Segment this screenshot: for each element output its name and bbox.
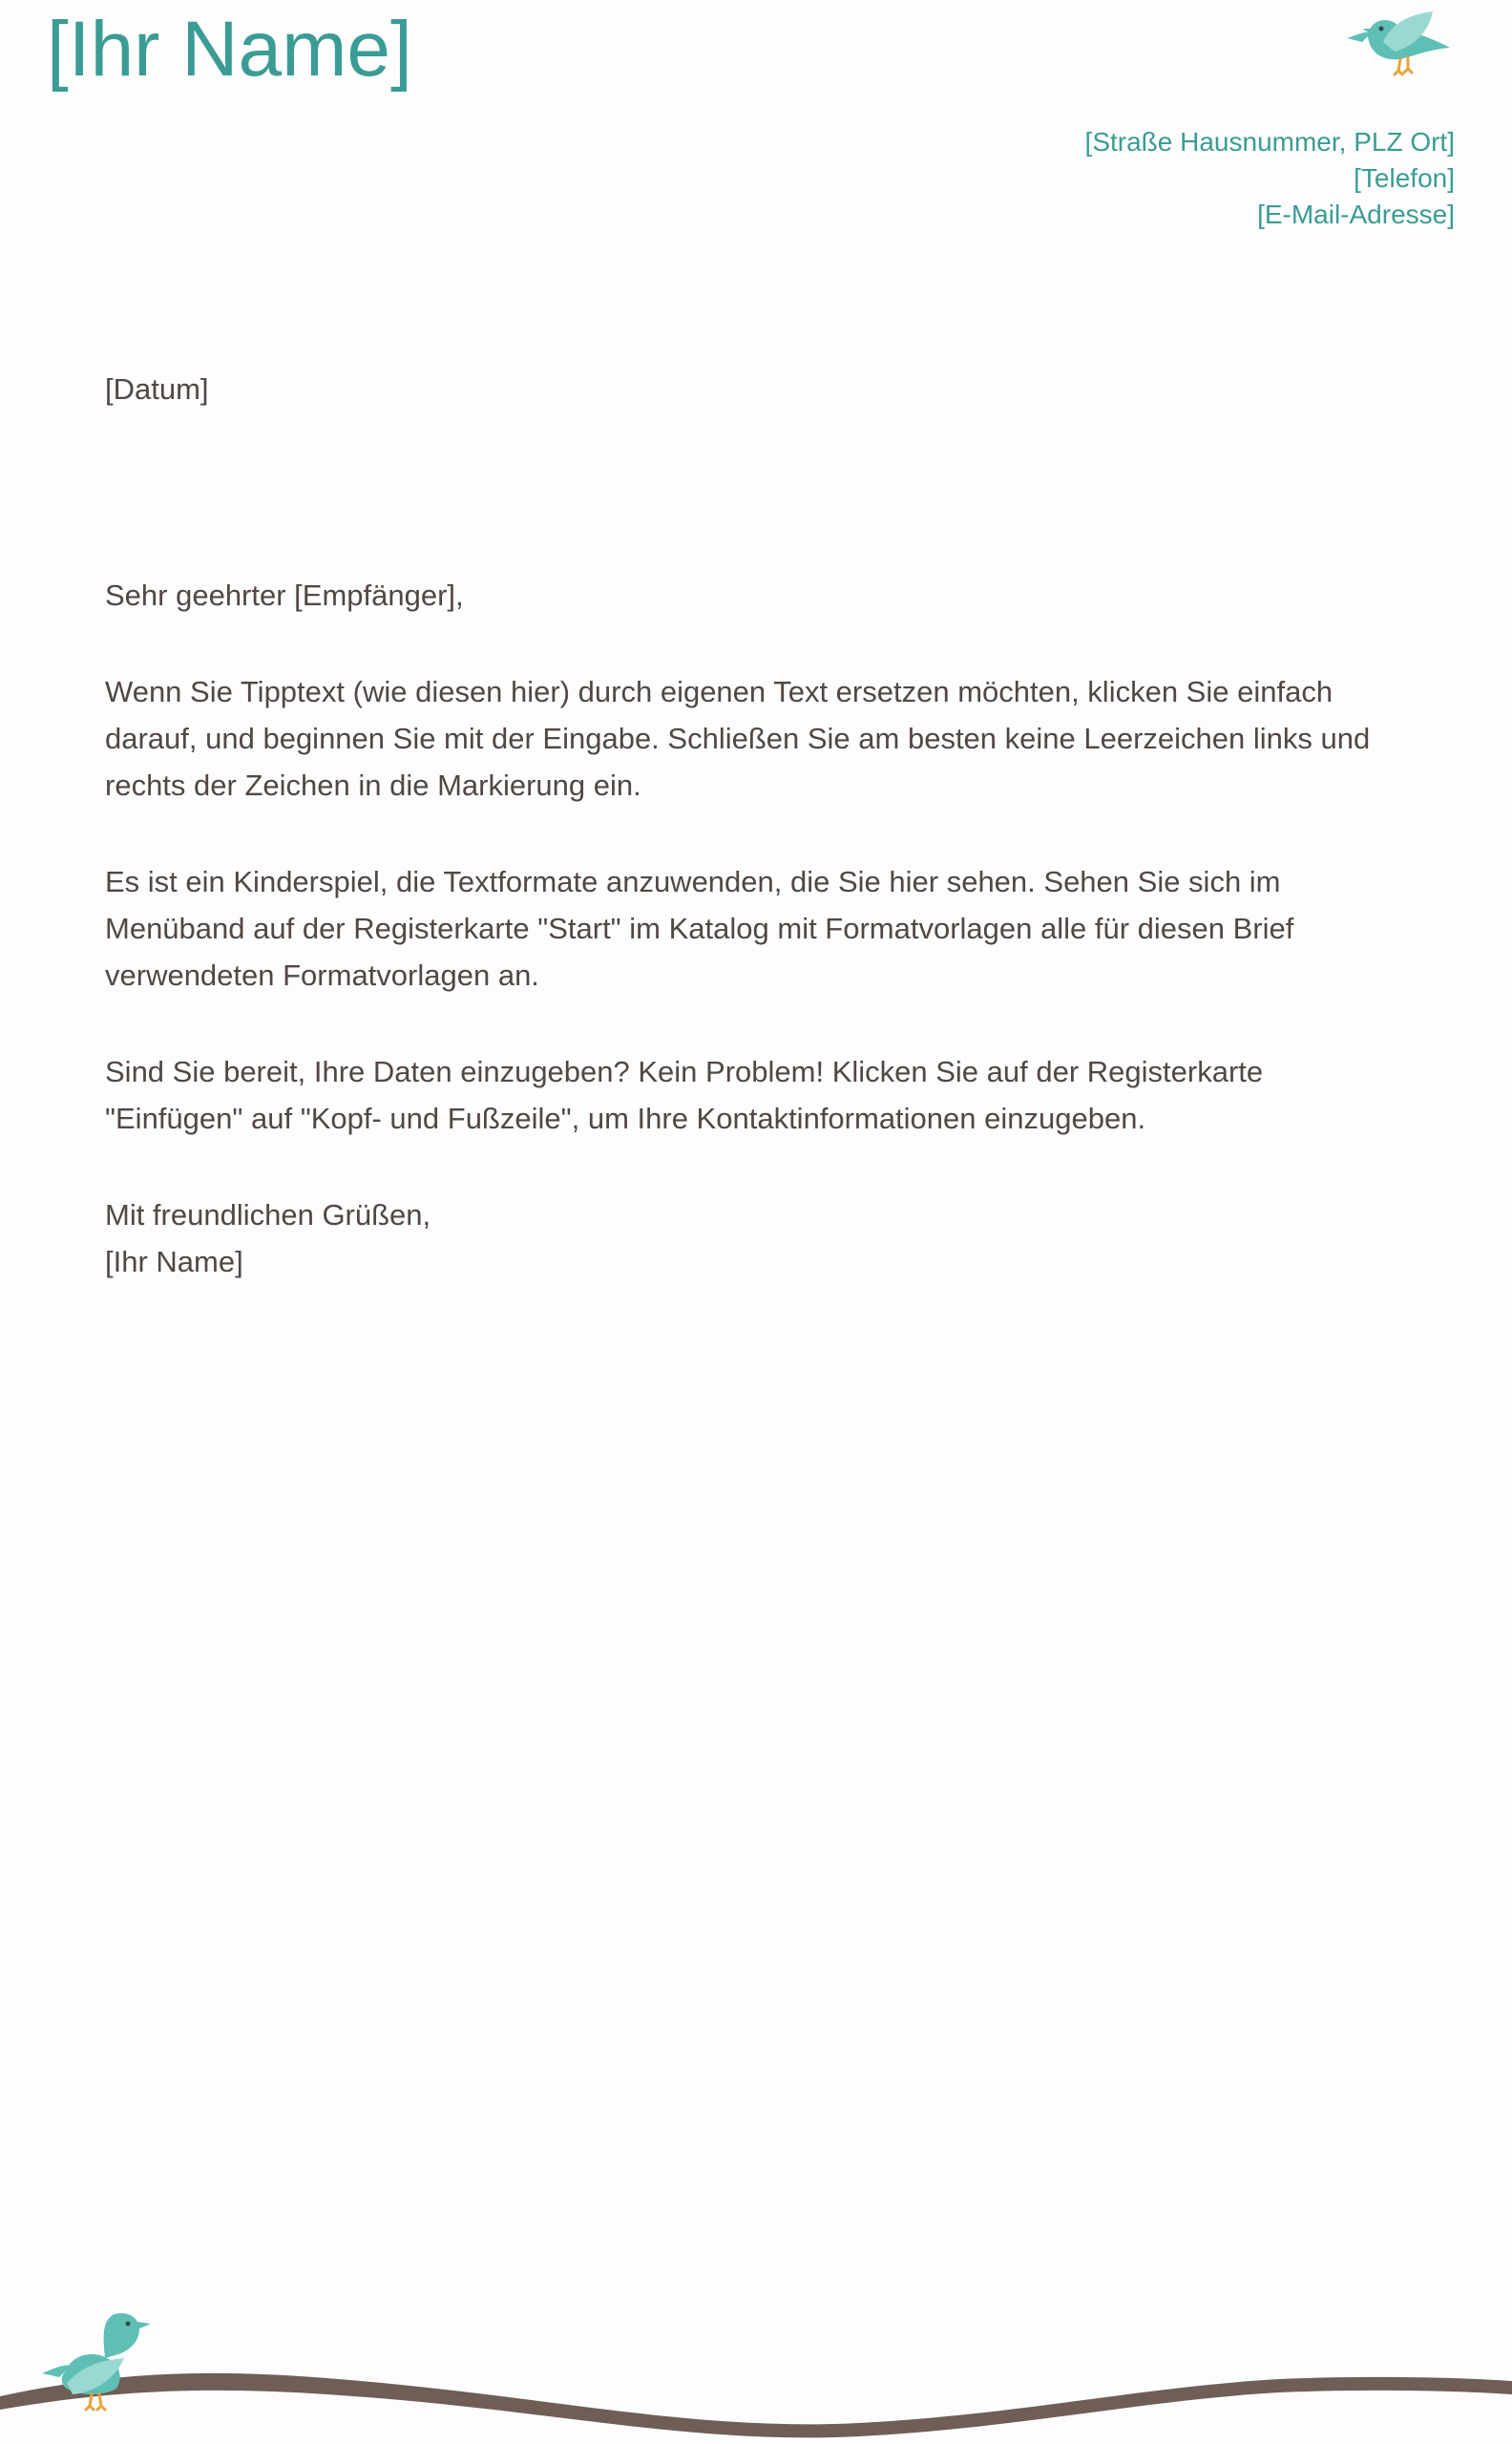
letter-paragraph[interactable] bbox=[105, 668, 1403, 809]
paragraph-line: "Einfügen" auf "Kopf- und Fußzeile", um Ihre Kontaktinformationen einzugeben. bbox=[105, 1102, 1146, 1135]
contact-address[interactable]: [Straße Hausnummer, PLZ Ort] bbox=[1084, 127, 1455, 157]
closing-phrase[interactable]: Mit freundlichen Grüßen, bbox=[105, 1198, 431, 1232]
paragraph-line: Es ist ein Kinderspiel, die Textformate anzuwenden, die Sie hier sehen. Sehen Sie sich im bbox=[105, 865, 1281, 898]
letter-paragraph[interactable] bbox=[105, 858, 1403, 999]
paragraph-line: rechts der Zeichen in die Markierung ein. bbox=[105, 769, 641, 802]
bird-icon bbox=[1341, 0, 1454, 76]
letter-paragraph[interactable] bbox=[105, 1048, 1403, 1142]
paragraph-line: verwendeten Formatvorlagen an. bbox=[105, 959, 539, 992]
paragraph-line: Sind Sie bereit, Ihre Daten einzugeben? Kein Problem! Klicken Sie auf der Registerkarte bbox=[105, 1055, 1264, 1088]
paragraph-line: Menüband auf der Registerkarte "Start" im Katalog mit Formatvorlagen alle für diesen Brief bbox=[105, 912, 1294, 945]
letter-date[interactable]: [Datum] bbox=[105, 372, 209, 406]
paragraph-line: darauf, und beginnen Sie mit der Eingabe. Schließen Sie am besten keine Leerzeichen links und bbox=[105, 722, 1371, 755]
letter-closing-block bbox=[105, 1191, 1403, 1285]
branch-icon bbox=[0, 2373, 1512, 2437]
paragraph-line: Wenn Sie Tipptext (wie diesen hier) durch eigenen Text ersetzen möchten, klicken Sie einfach bbox=[105, 675, 1334, 708]
contact-email[interactable]: [E-Mail-Adresse] bbox=[1257, 200, 1455, 229]
contact-block bbox=[1085, 124, 1455, 233]
sender-name-heading[interactable]: [Ihr Name] bbox=[47, 6, 412, 93]
letter-salutation[interactable]: Sehr geehrter [Empfänger], bbox=[105, 579, 464, 612]
signature-name[interactable]: [Ihr Name] bbox=[105, 1245, 243, 1278]
footer-branch-decoration bbox=[0, 2282, 1512, 2444]
contact-phone[interactable]: [Telefon] bbox=[1354, 163, 1455, 193]
